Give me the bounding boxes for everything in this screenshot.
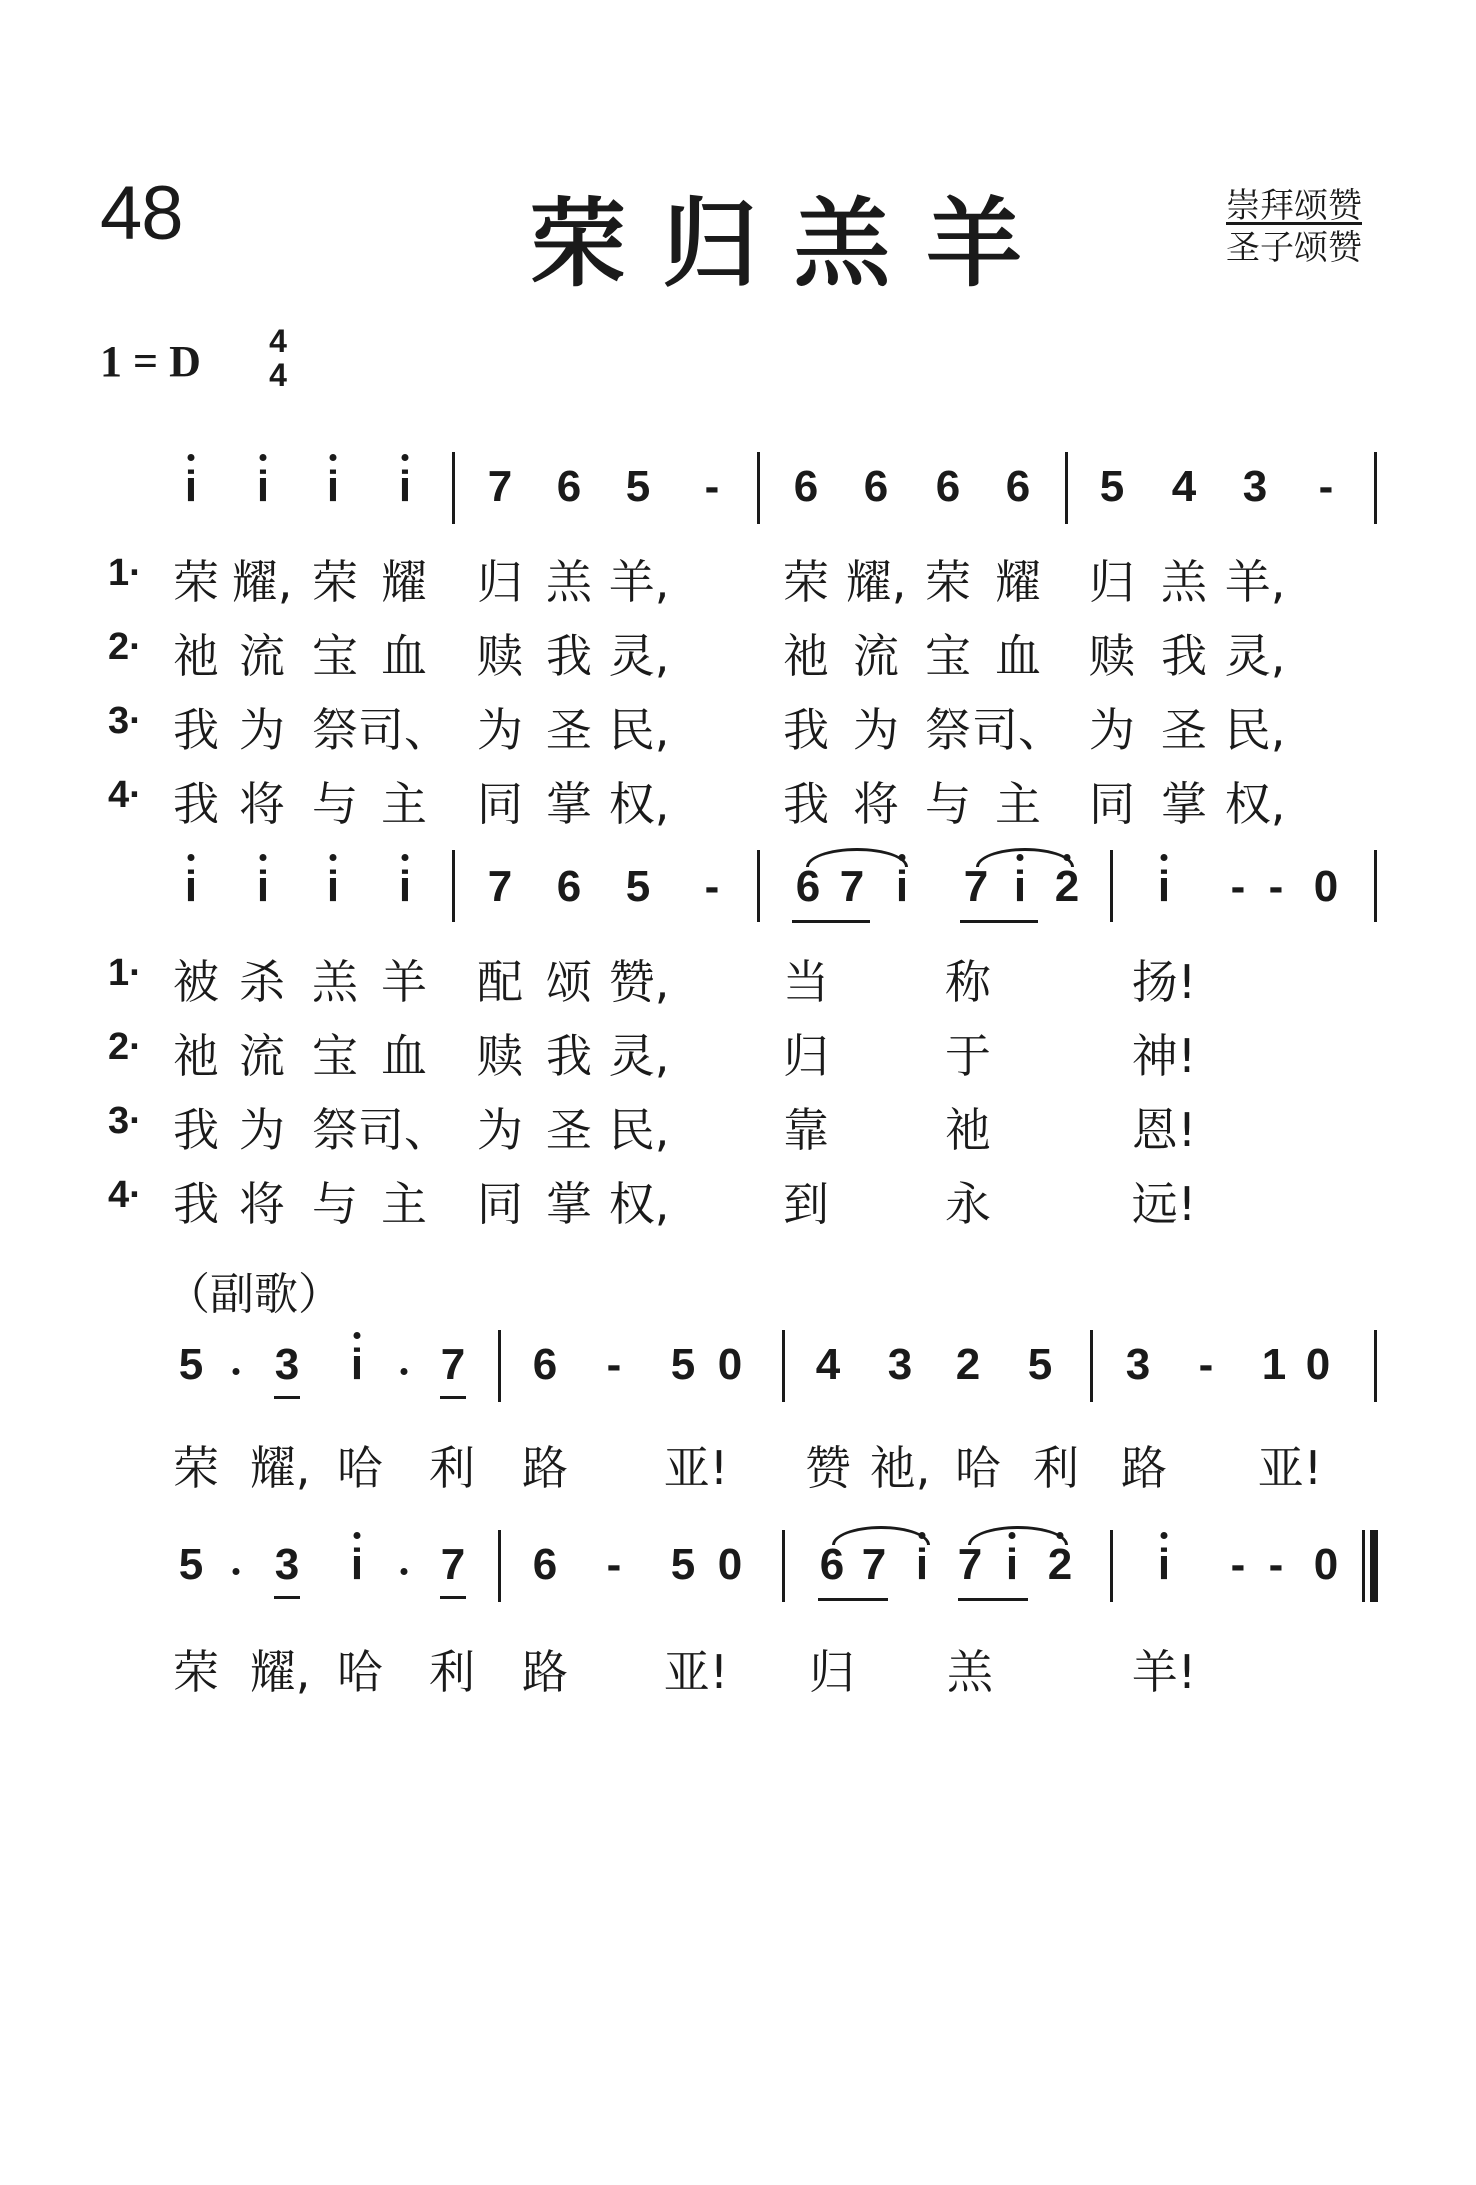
note: i (184, 462, 198, 511)
note: 6 (819, 1540, 845, 1589)
lyric-syllable: 同 (477, 1177, 523, 1231)
note: i (350, 1540, 364, 1589)
octave-dot (260, 854, 267, 861)
lyric-syllable: 称 (945, 955, 991, 1009)
note: 6 (793, 462, 819, 511)
lyric-syllable: 祂 (173, 1029, 219, 1083)
lyric-syllable: 祭 (925, 703, 971, 757)
lyric-syllable: 利 (429, 1441, 475, 1495)
lyric-syllable: 我 (546, 1029, 592, 1083)
category-secondary: 圣子颂赞 (1226, 228, 1362, 268)
beat-underline (440, 1596, 466, 1599)
verse-number: 4· (108, 774, 142, 816)
lyric-syllable: 哈 (955, 1441, 1001, 1495)
lyric-syllable: 祂 (783, 629, 829, 683)
lyric-syllable: 羊 (381, 955, 427, 1009)
category-primary: 崇拜颂赞 (1226, 186, 1362, 226)
lyric-syllable: 为 (853, 703, 899, 757)
lyric-syllable: 羔 (312, 955, 358, 1009)
bar-line (1110, 1530, 1113, 1602)
lyric-syllable: 我 (783, 777, 829, 831)
lyric-syllable: 祭 (312, 1103, 358, 1157)
lyric-syllable: 靠 (783, 1103, 829, 1157)
lyric-syllable: 掌 (546, 777, 592, 831)
octave-dot (354, 1332, 361, 1339)
lyric-syllable: 哈 (337, 1645, 383, 1699)
lyric-syllable: 羊! (1131, 1645, 1197, 1699)
note: 3 (887, 1340, 913, 1389)
lyric-syllable: 与 (312, 777, 358, 831)
lyric-syllable: 荣 (173, 1645, 219, 1699)
note: 0 (1305, 1340, 1331, 1389)
note: 6 (556, 862, 582, 911)
lyric-syllable: 恩! (1131, 1103, 1197, 1157)
lyric-syllable: 掌 (1161, 777, 1207, 831)
note: 5 (625, 862, 651, 911)
lyric-syllable: 主 (995, 777, 1041, 831)
bar-line (452, 452, 455, 524)
note: 6 (556, 462, 582, 511)
lyric-syllable: 掌 (546, 1177, 592, 1231)
lyric-syllable: 哈 (337, 1441, 383, 1495)
octave-dot (402, 854, 409, 861)
note: i (184, 862, 198, 911)
lyric-syllable: 归 (783, 1029, 829, 1083)
beat-underline (960, 920, 1038, 923)
verse-number: 2· (108, 626, 142, 668)
note: 6 (795, 862, 821, 911)
note: 7 (861, 1540, 887, 1589)
note: 5 (670, 1540, 696, 1589)
lyric-syllable: 将 (239, 777, 285, 831)
lyric-syllable: 权, (1224, 777, 1286, 831)
lyric-syllable: 将 (239, 1177, 285, 1231)
slur (806, 848, 908, 867)
lyric-syllable: 亚! (663, 1645, 729, 1699)
note: i (1157, 1540, 1171, 1589)
note: i (256, 862, 270, 911)
note: 5 (1099, 462, 1125, 511)
octave-dot (188, 854, 195, 861)
octave-dot (402, 454, 409, 461)
lyric-syllable: 司、 (972, 703, 1064, 757)
lyric-syllable: 亚! (1257, 1441, 1323, 1495)
note: 6 (935, 462, 961, 511)
lyric-syllable: 血 (995, 629, 1041, 683)
bar-line (1374, 452, 1377, 524)
lyric-syllable: 到 (783, 1177, 829, 1231)
lyric-syllable: 路 (1121, 1441, 1167, 1495)
lyric-syllable: 祂, (869, 1441, 931, 1495)
lyric-syllable: 同 (1089, 777, 1135, 831)
note: - (606, 1540, 622, 1589)
note: i (1005, 1540, 1019, 1589)
time-signature-bottom: 4 (269, 357, 287, 393)
lyric-syllable: 永 (945, 1177, 991, 1231)
lyric-syllable: 祂 (173, 629, 219, 683)
lyric-syllable: 司、 (358, 1103, 450, 1157)
beat-underline (440, 1396, 466, 1399)
note: 6 (1005, 462, 1031, 511)
verse-number: 2· (108, 1026, 142, 1068)
lyric-syllable: 民, (608, 1103, 670, 1157)
octave-dot (330, 854, 337, 861)
bar-line (757, 452, 760, 524)
octave-dot (188, 454, 195, 461)
note: 1 (1261, 1340, 1287, 1389)
note: i (1157, 862, 1171, 911)
note: i (915, 1540, 929, 1589)
note: 5 (178, 1340, 204, 1389)
lyric-syllable: 我 (173, 1177, 219, 1231)
note: - (1318, 462, 1334, 511)
lyric-syllable: 圣 (1161, 703, 1207, 757)
lyric-syllable: 耀, (249, 1645, 311, 1699)
note: 0 (717, 1340, 743, 1389)
lyric-syllable: 扬! (1131, 955, 1197, 1009)
lyric-syllable: 赎 (477, 629, 523, 683)
note: - (1268, 862, 1284, 911)
hymn-number: 48 (100, 171, 183, 256)
lyric-syllable: 配 (477, 955, 523, 1009)
lyric-syllable: 圣 (546, 1103, 592, 1157)
lyric-syllable: 于 (945, 1029, 991, 1083)
lyric-syllable: 赎 (1089, 629, 1135, 683)
note: - (704, 462, 720, 511)
lyric-syllable: 耀, (249, 1441, 311, 1495)
lyric-syllable: 宝 (312, 1029, 358, 1083)
beat-underline (818, 1598, 888, 1601)
note: 4 (815, 1340, 841, 1389)
lyric-syllable: 我 (546, 629, 592, 683)
lyric-syllable: 流 (853, 629, 899, 683)
note: - (606, 1340, 622, 1389)
lyric-syllable: 我 (173, 1103, 219, 1157)
lyric-syllable: 羔 (947, 1645, 993, 1699)
final-bar-thick (1370, 1530, 1378, 1602)
lyric-syllable: 耀 (381, 555, 427, 609)
note: i (895, 862, 909, 911)
lyric-syllable: 荣 (173, 1441, 219, 1495)
lyric-syllable: 羔 (546, 555, 592, 609)
bar-line (452, 850, 455, 922)
augmentation-dot (233, 1568, 240, 1575)
note: i (398, 462, 412, 511)
lyric-syllable: 我 (173, 703, 219, 757)
lyric-syllable: 祂 (945, 1103, 991, 1157)
note: 0 (717, 1540, 743, 1589)
lyric-syllable: 为 (477, 1103, 523, 1157)
lyric-syllable: 将 (853, 777, 899, 831)
lyric-syllable: 归 (477, 555, 523, 609)
time-signature-top: 4 (269, 323, 287, 359)
lyric-syllable: 荣 (312, 555, 358, 609)
note: 4 (1171, 462, 1197, 511)
lyric-syllable: 民, (1224, 703, 1286, 757)
beat-underline (274, 1396, 300, 1399)
lyric-syllable: 亚! (663, 1441, 729, 1495)
beat-underline (792, 920, 870, 923)
note: - (704, 862, 720, 911)
augmentation-dot (401, 1368, 408, 1375)
note: 5 (1027, 1340, 1053, 1389)
slur (968, 1526, 1068, 1545)
bar-line (1110, 850, 1113, 922)
note: 2 (1054, 862, 1080, 911)
note: i (326, 862, 340, 911)
lyric-syllable: 我 (173, 777, 219, 831)
note: - (1230, 1540, 1246, 1589)
lyric-syllable: 灵, (608, 1029, 670, 1083)
beat-underline (958, 1598, 1028, 1601)
bar-line (1374, 1330, 1377, 1402)
lyric-syllable: 民, (608, 703, 670, 757)
lyric-syllable: 归 (809, 1645, 855, 1699)
verse-number: 3· (108, 700, 142, 742)
lyric-syllable: 赞, (608, 955, 670, 1009)
lyric-syllable: 我 (1161, 629, 1207, 683)
lyric-syllable: 流 (239, 1029, 285, 1083)
note: 7 (487, 462, 513, 511)
note: - (1198, 1340, 1214, 1389)
octave-dot (330, 454, 337, 461)
lyric-syllable: 为 (477, 703, 523, 757)
lyric-syllable: 当 (783, 955, 829, 1009)
lyric-syllable: 圣 (546, 703, 592, 757)
lyric-syllable: 血 (381, 629, 427, 683)
note: 7 (839, 862, 865, 911)
lyric-syllable: 荣 (173, 555, 219, 609)
lyric-syllable: 远! (1131, 1177, 1197, 1231)
bar-line (782, 1530, 785, 1602)
lyric-syllable: 被 (173, 955, 219, 1009)
chorus-label: （副歌） (166, 1269, 342, 1320)
lyric-syllable: 赞 (805, 1441, 851, 1495)
lyric-syllable: 耀, (845, 555, 907, 609)
note: 3 (274, 1540, 300, 1589)
lyric-syllable: 与 (925, 777, 971, 831)
note: - (1230, 862, 1246, 911)
note: 7 (440, 1340, 466, 1389)
lyric-syllable: 路 (522, 1441, 568, 1495)
lyric-syllable: 杀 (239, 955, 285, 1009)
bar-line (1374, 850, 1377, 922)
augmentation-dot (233, 1368, 240, 1375)
time-signature (263, 324, 293, 392)
bar-line (757, 850, 760, 922)
final-bar-thin (1362, 1530, 1365, 1602)
lyric-syllable: 司、 (358, 703, 450, 757)
lyric-syllable: 赎 (477, 1029, 523, 1083)
bar-line (498, 1330, 501, 1402)
note: 6 (532, 1540, 558, 1589)
verse-number: 1· (108, 552, 142, 594)
note: 7 (440, 1540, 466, 1589)
note: 5 (670, 1340, 696, 1389)
note: 0 (1313, 862, 1339, 911)
lyric-syllable: 权, (608, 1177, 670, 1231)
octave-dot (260, 454, 267, 461)
key-signature: 1 = D (100, 337, 201, 386)
note: 7 (963, 862, 989, 911)
lyric-syllable: 路 (522, 1645, 568, 1699)
note: i (326, 462, 340, 511)
octave-dot (354, 1532, 361, 1539)
lyric-syllable: 为 (239, 703, 285, 757)
note: 2 (1047, 1540, 1073, 1589)
note: i (256, 462, 270, 511)
octave-dot (1161, 854, 1168, 861)
lyric-syllable: 羊, (608, 555, 670, 609)
lyric-syllable: 颂 (546, 955, 592, 1009)
lyric-syllable: 归 (1089, 555, 1135, 609)
note: 5 (178, 1540, 204, 1589)
lyric-syllable: 为 (1089, 703, 1135, 757)
slur (976, 848, 1074, 867)
lyric-syllable: 灵, (608, 629, 670, 683)
lyric-syllable: 羊, (1224, 555, 1286, 609)
note: 5 (625, 462, 651, 511)
lyric-syllable: 祭 (312, 703, 358, 757)
note: 3 (1242, 462, 1268, 511)
lyric-syllable: 利 (429, 1645, 475, 1699)
note: 7 (487, 862, 513, 911)
lyric-syllable: 耀, (231, 555, 293, 609)
note: 6 (532, 1340, 558, 1389)
bar-line (1065, 452, 1068, 524)
note: 3 (274, 1340, 300, 1389)
lyric-syllable: 与 (312, 1177, 358, 1231)
octave-dot (1161, 1532, 1168, 1539)
verse-number: 3· (108, 1100, 142, 1142)
bar-line (1090, 1330, 1093, 1402)
note: - (1268, 1540, 1284, 1589)
lyric-syllable: 血 (381, 1029, 427, 1083)
note: i (398, 862, 412, 911)
lyric-syllable: 权, (608, 777, 670, 831)
lyric-syllable: 宝 (925, 629, 971, 683)
lyric-syllable: 为 (239, 1103, 285, 1157)
note: 6 (863, 462, 889, 511)
lyric-syllable: 荣 (925, 555, 971, 609)
lyric-syllable: 主 (381, 1177, 427, 1231)
bar-line (498, 1530, 501, 1602)
note: 3 (1125, 1340, 1151, 1389)
note: 0 (1313, 1540, 1339, 1589)
lyric-syllable: 神! (1131, 1029, 1197, 1083)
note: 2 (955, 1340, 981, 1389)
lyric-syllable: 我 (783, 703, 829, 757)
bar-line (782, 1330, 785, 1402)
lyric-syllable: 羔 (1161, 555, 1207, 609)
lyric-syllable: 流 (239, 629, 285, 683)
verse-number: 4· (108, 1174, 142, 1216)
augmentation-dot (401, 1568, 408, 1575)
lyric-syllable: 主 (381, 777, 427, 831)
lyric-syllable: 宝 (312, 629, 358, 683)
verse-number: 1· (108, 952, 142, 994)
note: 7 (957, 1540, 983, 1589)
hymn-title: 荣归羔羊 (530, 188, 1058, 300)
lyric-syllable: 耀 (995, 555, 1041, 609)
lyric-syllable: 荣 (783, 555, 829, 609)
lyric-syllable: 利 (1033, 1441, 1079, 1495)
lyric-syllable: 同 (477, 777, 523, 831)
lyric-syllable: 灵, (1224, 629, 1286, 683)
beat-underline (274, 1596, 300, 1599)
note: i (350, 1340, 364, 1389)
slur (832, 1526, 930, 1545)
note: i (1013, 862, 1027, 911)
